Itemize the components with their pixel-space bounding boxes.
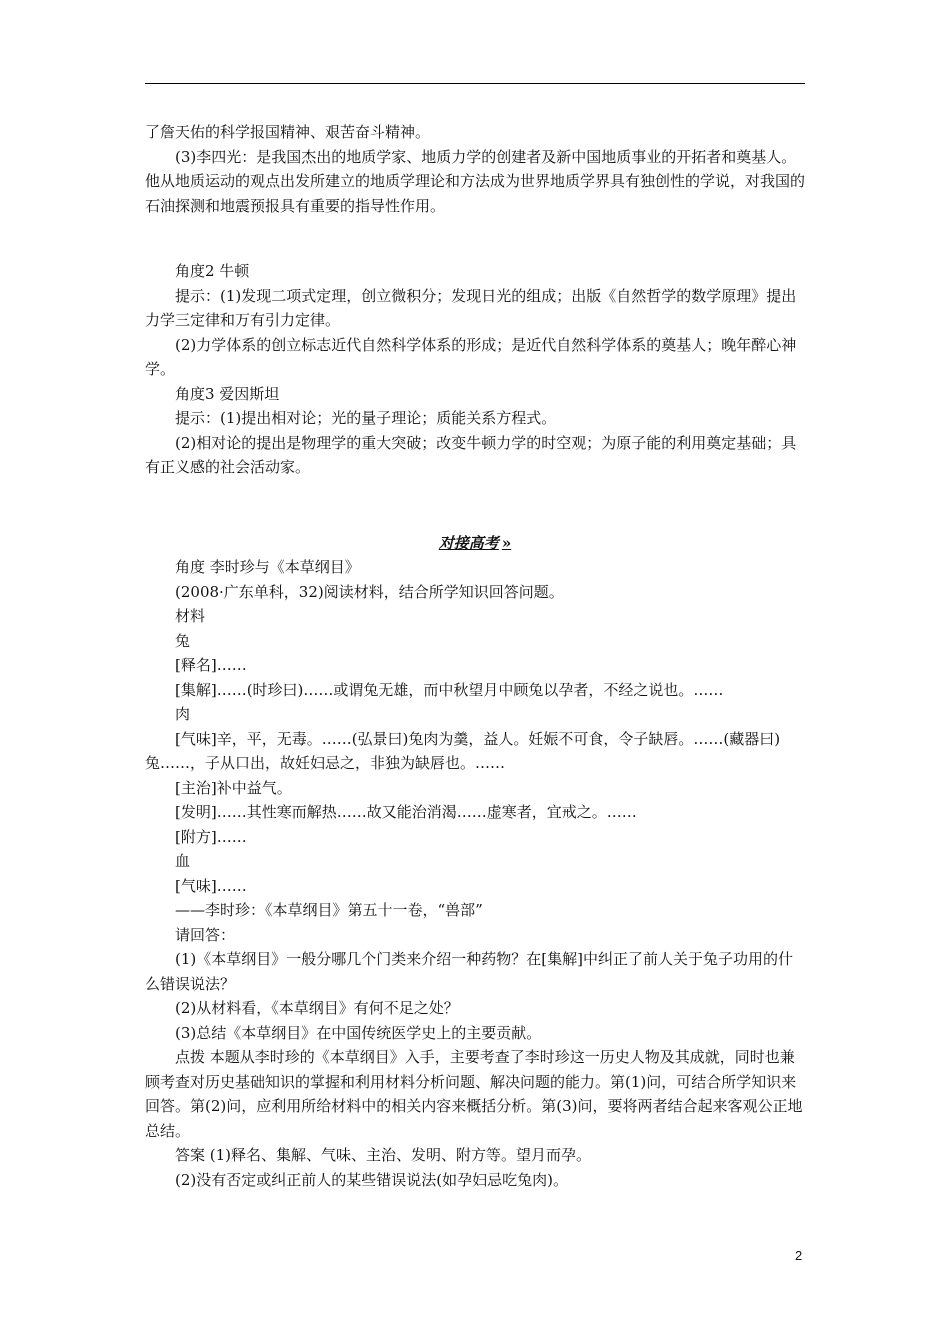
material-line: [气味]…… <box>175 876 247 895</box>
newton-hint-1: 提示：(1)发现二项式定理，创立微积分；发现日光的组成；出版《自然哲学的数学原理》提出力学三定律和万有引力定律。 <box>145 286 797 329</box>
newton-hint-2: (2)力学体系的创立标志近代自然科学体系的形成；是近代自然科学体系的奠基人；晚年醉心神学。 <box>145 335 797 378</box>
material-line: [气味]辛，平，无毒。……(弘景曰)兔肉为羹，益人。妊娠不可食，令子缺唇。……(藏器曰)兔……，子从口出，故妊妇忌之，非独为缺唇也。…… <box>145 729 781 772</box>
exam-angle-title: 角度 李时珍与《本草纲目》 <box>175 558 360 576</box>
question-1: (1)《本草纲目》一般分哪几个门类来介绍一种药物？在[集解]中纠正了前人关于兔子功用的什么错误说法？ <box>145 950 793 993</box>
material-line: 肉 <box>175 705 191 723</box>
paragraph-li-siguang: (3)李四光：是我国杰出的地质学家、地质力学的创建者及新中国地质事业的开拓者和奠基人。他从地质运动的观点出发所建立的地质学理论和方法成为世界地质学界具有独创性的学说，对我国的石油探测和地震预报具有重要的指导性作用。 <box>145 147 806 215</box>
header-rule <box>145 83 805 84</box>
answer-1: 答案 (1)释名、集解、气味、主治、发明、附方等。望月而孕。 <box>175 1146 592 1164</box>
document-body <box>145 120 805 1192</box>
material-citation: ——李时珍：《本草纲目》第五十一卷，“兽部” <box>175 901 483 919</box>
section-heading-text: 对接高考 <box>438 533 499 552</box>
einstein-hint-2: (2)相对论的提出是物理学的重大突破；改变牛顿力学的时空观；为原子能的利用奠定基础；具有正义感的社会活动家。 <box>145 433 797 476</box>
angle-3-title: 角度3 爱因斯坦 <box>175 384 280 403</box>
material-line: 兔 <box>175 631 191 650</box>
answer-2: (2)没有否定或纠正前人的某些错误说法(如孕妇忌吃兔肉)。 <box>175 1170 568 1189</box>
einstein-hint-1: 提示：(1)提出相对论；光的量子理论；质能关系方程式。 <box>175 409 557 427</box>
material-line: [附方]…… <box>175 827 247 846</box>
material-line: [集解]……(时珍曰)……或谓兔无雄，而中秋望月中顾兔以孕者，不经之说也。…… <box>175 680 724 699</box>
material-line: 血 <box>175 852 191 870</box>
material-line: [主治]补中益气。 <box>175 778 292 797</box>
page-number: 2 <box>795 1248 803 1263</box>
exam-source: (2008·广东单科，32)阅读材料，结合所学知识回答问题。 <box>175 582 564 601</box>
question-prompt: 请回答： <box>175 925 236 944</box>
material-line: [释名]…… <box>175 656 247 674</box>
analysis-paragraph: 点拨 本题从李时珍的《本草纲目》入手，主要考查了李时珍这一历史人物及其成就，同时也兼顾考查对历史基础知识的掌握和利用材料分析问题、解决问题的能力。第(1)问，可结合所学知识来回答。第(2)问，应利用所给材料中的相关内容来概括分析。第(3)问，要将两者结合起来客观公正地总结。 <box>145 1048 803 1140</box>
question-3: (3)总结《本草纲目》在中国传统医学史上的主要贡献。 <box>175 1023 542 1042</box>
section-heading <box>145 531 805 556</box>
material-label: 材料 <box>175 607 206 625</box>
angle-2-title: 角度2 牛顿 <box>175 262 250 280</box>
double-chevron-icon: » <box>501 533 512 552</box>
question-2: (2)从材料看，《本草纲目》有何不足之处？ <box>175 999 459 1017</box>
paragraph: 了詹天佑的科学报国精神、艰苦奋斗精神。 <box>145 123 431 141</box>
material-line: [发明]……其性寒而解热……故又能治消渴……虚寒者，宜戒之。…… <box>175 803 637 821</box>
